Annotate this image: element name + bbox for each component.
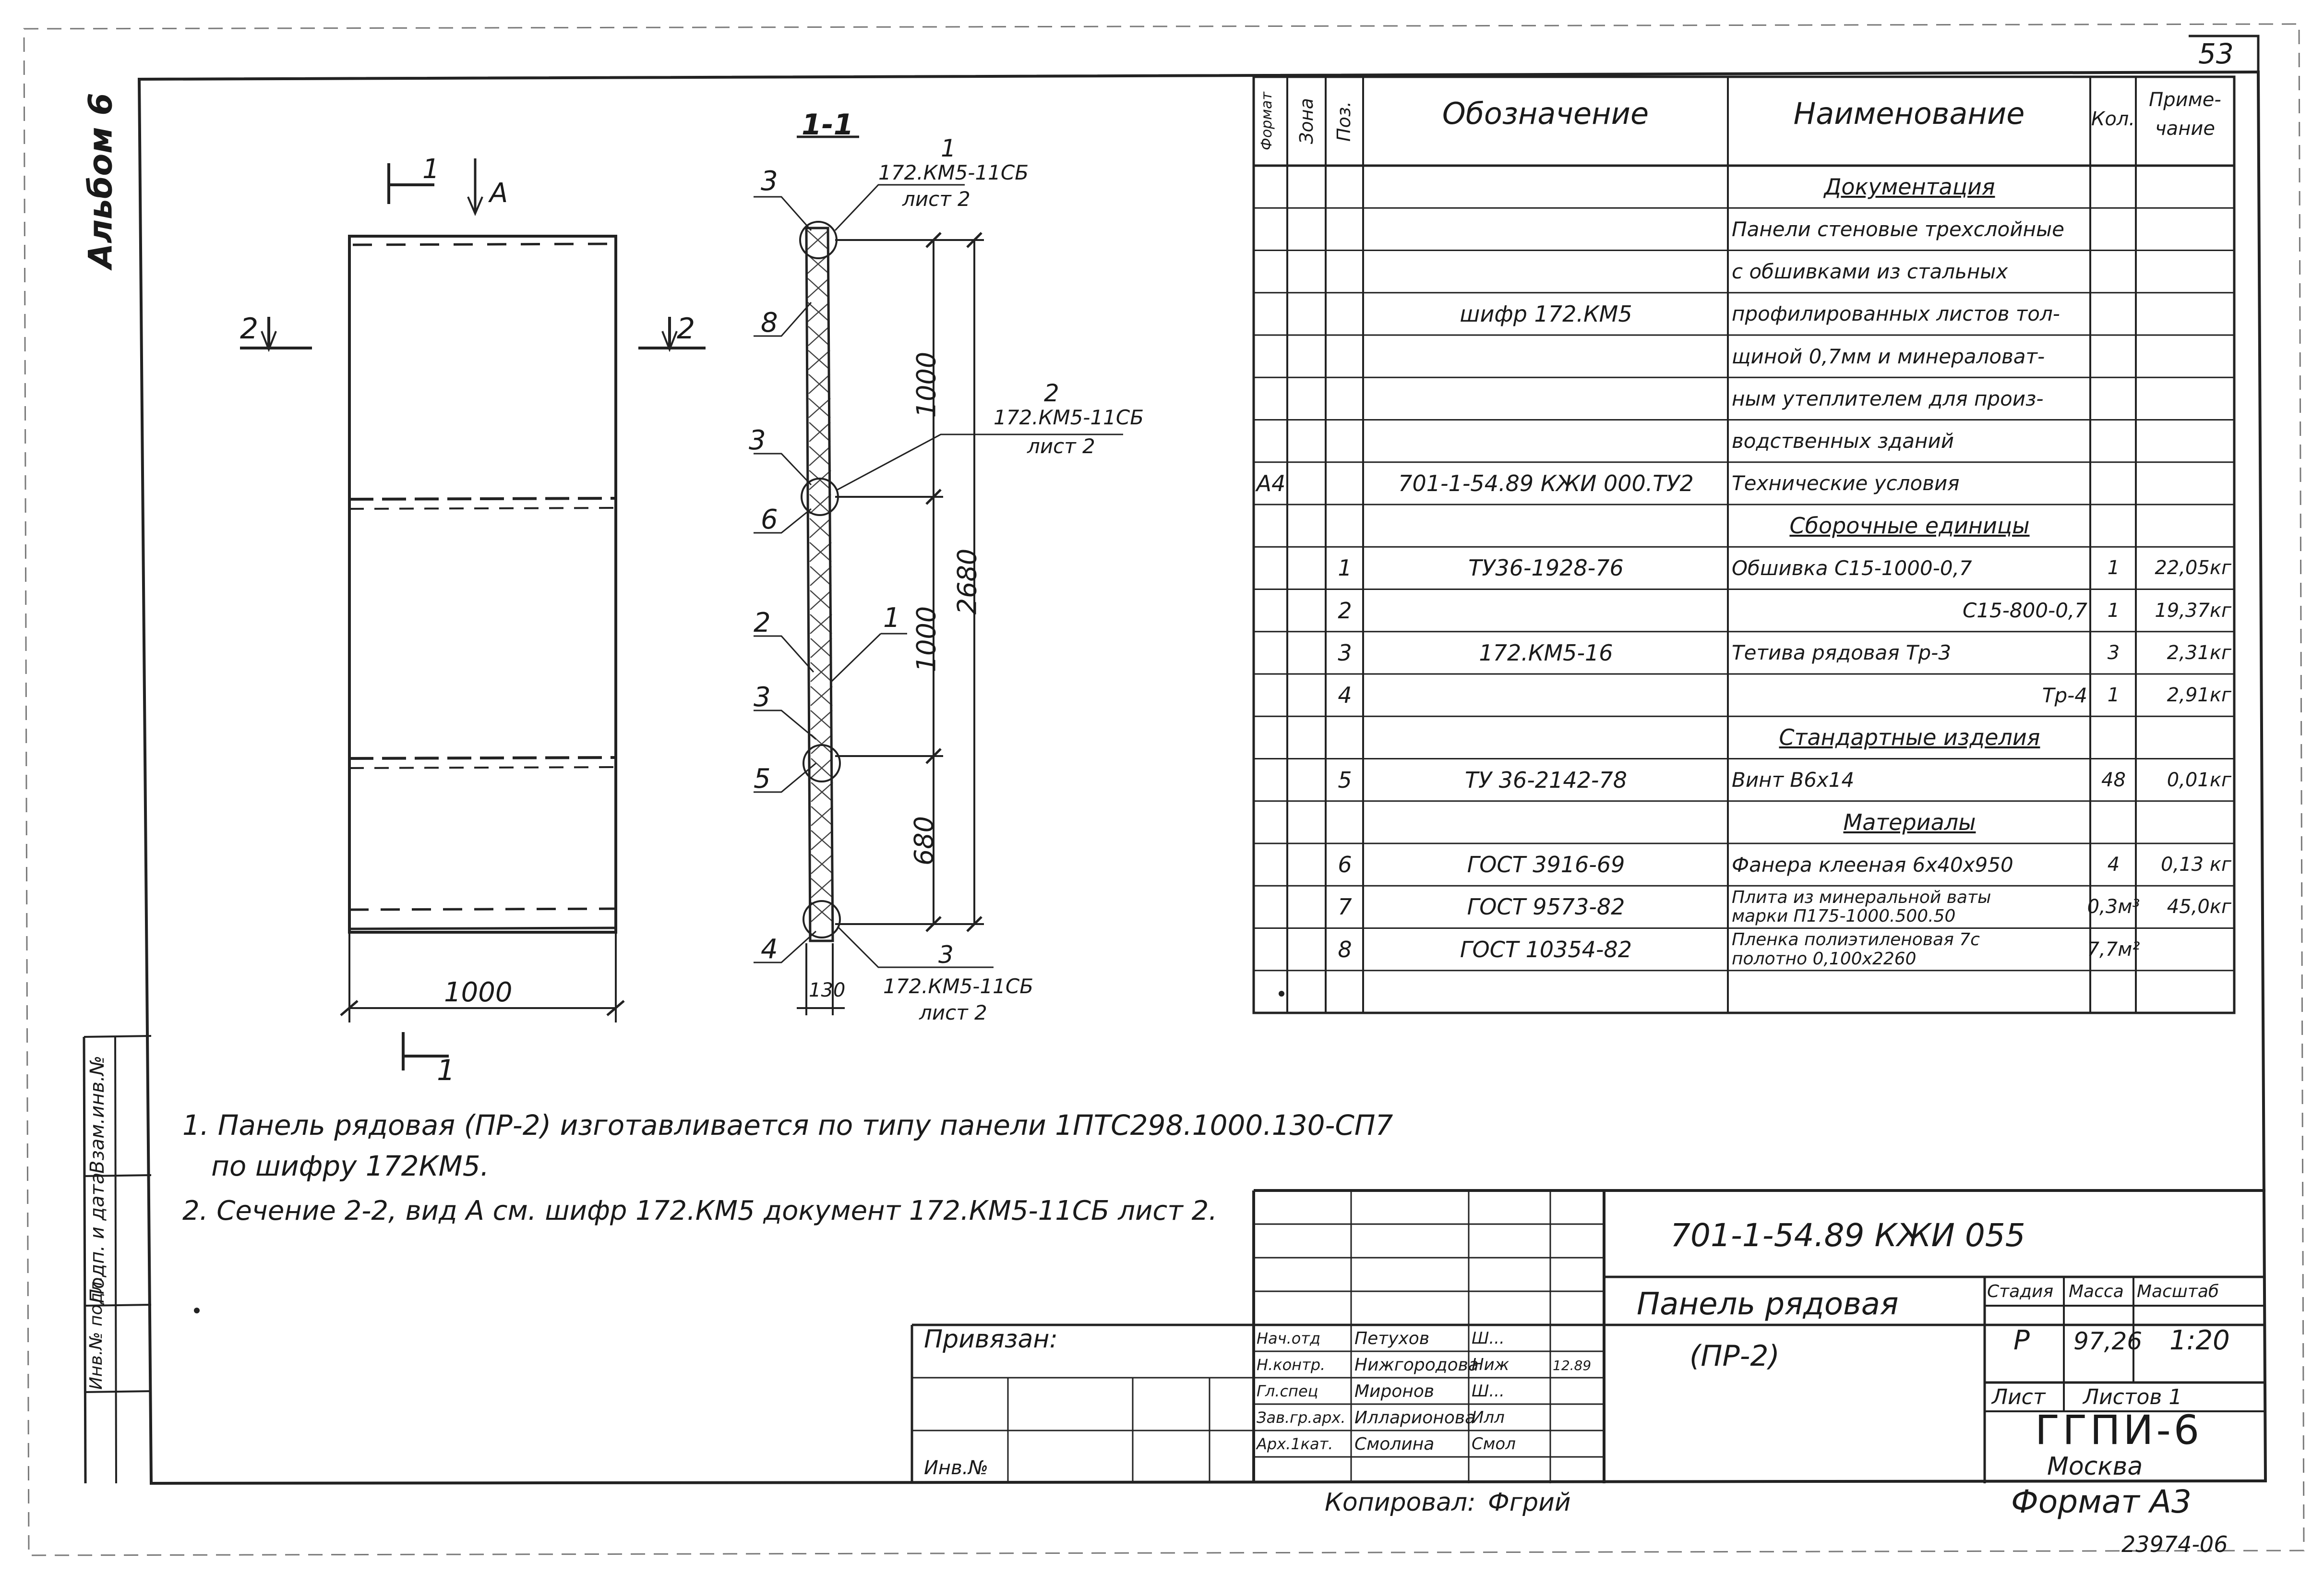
side-stamp-inv-no: Инв.№ подл. [86,1276,106,1390]
section-ref-bot-num: 3 [938,941,954,969]
signer-role: Нач.отд [1257,1329,1321,1347]
spec-cell-note [2140,462,2231,505]
stage-value: Р [2013,1325,2030,1356]
format-label: Формат А3 [2011,1483,2192,1520]
spec-cell-format [1258,293,1284,335]
spec-cell-qty [2094,335,2133,377]
doc-code: 701-1-54.89 КЖИ 055 [1670,1217,2025,1254]
spec-cell-note [2140,166,2231,208]
spec-cell-name [1732,971,2087,1013]
page-number: 53 [2198,37,2234,70]
spec-cell-pos [1330,293,1360,335]
spec-cell-note [2140,801,2231,843]
pos-label-6: 6 [761,504,778,535]
scale-value: 1:20 [2169,1325,2230,1356]
spec-cell-note: 22,05кг [2155,557,2231,579]
spec-cell-qty [2094,505,2133,547]
spec-cell-format [1258,420,1284,462]
spec-header-name: Наименование [1793,96,2025,131]
section-ref-top-sheet: лист 2 [902,187,970,211]
spec-cell-name: Сборочные единицы [1789,513,2030,539]
signer-name: Илларионова [1354,1407,1476,1428]
spec-cell-format [1258,251,1284,293]
spec-cell-format [1258,928,1284,971]
spec-cell-designation: ТУ36-1928-76 [1468,555,1624,581]
spec-cell-name: Технические условия [1732,471,1960,495]
stage-header: Стадия [1987,1282,2054,1301]
spec-cell-note [2140,377,2231,420]
spec-cell-format [1258,632,1284,674]
spec-cell-designation [1367,335,1725,377]
spec-cell-note [2140,971,2231,1013]
spec-cell-designation [1367,716,1725,758]
spec-cell-format [1258,843,1284,886]
spec-cell-designation: 172.КМ5-16 [1479,639,1613,666]
spec-header-note-1: Приме- [2149,89,2221,111]
spec-cell-name: Документация [1824,174,1995,200]
spec-cell-note [2140,293,2231,335]
elevation-view-arrow: А [490,178,508,209]
spec-cell-name: ным утеплителем для произ- [1732,386,2044,410]
signer-sign: Ш... [1472,1329,1505,1348]
section-ref-top-doc: 172.КМ5-11СБ [878,161,1029,184]
spec-cell-note: 45,0кг [2167,896,2231,918]
section-dim-2680: 2680 [952,548,982,615]
section-dim-1000-lower: 1000 [911,606,942,673]
spec-cell-name: с обшивками из стальных [1732,260,2008,284]
spec-cell-note: 0,13 кг [2161,854,2231,876]
spec-cell-designation [1367,377,1725,420]
spec-cell-name: Стандартные изделия [1779,724,2040,751]
spec-cell-name: водственных зданий [1732,429,1954,453]
org-city: Москва [2047,1452,2143,1481]
spec-cell-format [1258,505,1284,547]
pos-label-1: 1 [883,602,900,634]
section-ref-bot-doc: 172.КМ5-11СБ [883,974,1034,998]
spec-cell-format: А4 [1256,470,1286,496]
spec-cell-name-line2: полотно 0,100х2260 [1732,949,1917,969]
section-dim-680: 680 [909,816,939,866]
section-title: 1-1 [802,108,854,142]
spec-header-designation: Обозначение [1442,96,1649,131]
scale-header: Масштаб [2137,1282,2219,1301]
section-ref-bot-sheet: лист 2 [919,1001,987,1024]
spec-cell-designation: 701-1-54.89 КЖИ 000.ТУ2 [1398,470,1694,496]
spec-cell-name [1732,886,2087,928]
spec-cell-name: профилированных листов тол- [1732,302,2060,326]
spec-cell-qty: 1 [2107,557,2120,579]
elevation-section-mark-1: 1 [422,154,440,185]
spec-cell-note: 0,01кг [2167,769,2231,791]
spec-cell-pos: 5 [1338,767,1352,793]
signer-role: Зав.гр.арх. [1257,1408,1346,1427]
spec-cell-pos: 4 [1338,682,1352,709]
album-label: Альбом 6 [82,93,120,269]
spec-header-qty: Кол. [2091,108,2135,130]
pos-label-4: 4 [761,934,778,965]
spec-cell-note [2140,208,2231,250]
linked-label: Привязан: [924,1325,1058,1354]
spec-cell-pos [1330,251,1360,293]
spec-cell-qty [2094,293,2133,335]
spec-cell-qty [2094,971,2133,1013]
sheet-label: Лист [1992,1385,2046,1409]
signer-name: Миронов [1354,1381,1435,1401]
spec-cell-pos: 3 [1338,639,1352,666]
elevation-bottom-section-mark: 1 [437,1054,455,1087]
title-line-1: Панель рядовая [1637,1286,1899,1322]
pos-label-2: 2 [754,607,771,638]
spec-cell-designation [1367,208,1725,250]
spec-cell-pos: 7 [1338,894,1352,920]
section-dim-1000-upper: 1000 [911,351,942,418]
spec-cell-designation: шифр 172.КМ5 [1460,301,1632,327]
sheets-label: Листов 1 [2083,1385,2182,1409]
spec-cell-note [2140,251,2231,293]
signer-date: 12.89 [1553,1358,1592,1373]
spec-cell-pos [1330,335,1360,377]
spec-cell-format [1258,716,1284,758]
spec-cell-designation [1367,589,1725,632]
spec-cell-pos: 1 [1338,555,1352,581]
pos-label-5: 5 [754,763,771,794]
note-2: 2. Сечение 2-2, вид А см. шифр 172.КМ5 документ 172.КМ5-11СБ лист 2. [182,1195,1218,1226]
spec-cell-qty: 7,7м² [2087,938,2140,961]
spec-cell-format [1258,589,1284,632]
spec-header-note-2: чание [2155,118,2215,140]
spec-cell-designation [1367,420,1725,462]
org-name: ГГПИ-6 [2035,1407,2203,1454]
spec-cell-pos [1330,462,1360,505]
spec-header-format: Формат [1258,92,1275,151]
spec-cell-format [1258,335,1284,377]
inv-label: Инв.№ [924,1457,988,1479]
spec-cell-format [1258,674,1284,716]
signer-role: Н.контр. [1257,1356,1326,1374]
mass-value: 97,26 [2073,1327,2143,1355]
spec-cell-qty: 4 [2107,854,2120,876]
spec-cell-note: 19,37кг [2155,599,2231,622]
spec-cell-pos [1330,716,1360,758]
signer-sign: Смол [1472,1434,1516,1454]
signer-name: Смолина [1354,1434,1435,1454]
spec-cell-name [1732,928,2087,971]
section-ref-top-num: 1 [941,134,956,162]
spec-cell-qty: 48 [2101,769,2126,791]
note-1-cont: по шифру 172КМ5. [211,1150,490,1182]
section-ref-mid-num: 2 [1044,379,1059,407]
copied-by-label: Копировал: [1325,1488,1476,1517]
spec-cell-qty [2094,462,2133,505]
spec-cell-pos [1330,377,1360,420]
spec-cell-designation [1367,971,1725,1013]
side-stamp-sign-date: Подп. и дата [86,1172,108,1303]
signer-sign: Ш... [1472,1382,1505,1401]
spec-cell-name: Фанера клееная 6х40х950 [1732,853,2013,877]
section-ref-mid-doc: 172.КМ5-11СБ [994,406,1144,429]
elevation-section-mark-2-right: 2 [677,312,695,346]
spec-cell-pos: 6 [1338,852,1352,878]
signer-sign: Ниж [1472,1355,1509,1374]
spec-cell-note: 2,31кг [2167,641,2231,664]
title-line-2: (ПР-2) [1689,1339,1780,1373]
signer-name: Нижгородова [1354,1355,1479,1375]
spec-cell-qty [2094,420,2133,462]
pos-label-8: 8 [761,307,778,338]
signer-name: Петухов [1354,1328,1430,1348]
spec-cell-qty [2094,801,2133,843]
spec-cell-format [1258,971,1284,1013]
spec-cell-format [1258,166,1284,208]
copied-by-signature: Фгрий [1488,1488,1571,1517]
spec-cell-format [1258,759,1284,801]
spec-header-zone: Зона [1296,98,1317,144]
pos-label-3-top: 3 [761,166,778,197]
spec-cell-pos [1330,971,1360,1013]
signer-role: Гл.спец [1257,1382,1318,1400]
spec-cell-qty [2094,166,2133,208]
spec-cell-designation [1367,251,1725,293]
spec-cell-name: Тетива рядовая Тр-3 [1732,641,1952,665]
spec-cell-designation: ГОСТ 9573-82 [1467,894,1625,920]
spec-cell-format [1258,547,1284,589]
spec-cell-name: Обшивка С15-1000-0,7 [1732,556,1972,580]
spec-cell-name: С15-800-0,7 [1962,599,2087,623]
spec-cell-designation [1367,674,1725,716]
spec-cell-qty: 3 [2107,641,2120,664]
spec-cell-name-line1: Пленка полиэтиленовая 7с [1732,930,1980,950]
section-dim-130: 130 [809,979,846,1001]
spec-cell-qty [2094,208,2133,250]
spec-cell-qty [2094,251,2133,293]
spec-cell-pos [1330,208,1360,250]
spec-cell-pos [1330,801,1360,843]
spec-cell-name: Винт В6х14 [1732,768,1855,792]
elevation-section-mark-2-left: 2 [240,312,259,346]
spec-cell-name: Материалы [1843,809,1976,835]
section-ref-mid-sheet: лист 2 [1027,434,1095,458]
spec-cell-format [1258,801,1284,843]
spec-cell-name: щиной 0,7мм и минераловат- [1732,344,2045,368]
spec-cell-format [1258,377,1284,420]
spec-cell-note [2140,335,2231,377]
spec-cell-name-line1: Плита из минеральной ваты [1732,887,1991,907]
spec-cell-name-line2: марки П175-1000.500.50 [1732,906,1956,926]
pos-label-3-mid: 3 [749,425,766,456]
spec-cell-note: 2,91кг [2167,684,2231,707]
spec-header-pos: Поз. [1333,101,1354,142]
spec-cell-pos [1330,420,1360,462]
side-stamp-replacement: Взам.инв.№ [86,1055,108,1174]
spec-cell-name: Панели стеновые трехслойные [1732,217,2064,241]
spec-cell-designation [1367,166,1725,208]
spec-cell-note [2140,505,2231,547]
spec-cell-pos [1330,505,1360,547]
spec-cell-qty [2094,377,2133,420]
spec-cell-note [2140,928,2231,971]
copy-number: 23974-06 [2121,1531,2228,1557]
spec-cell-note [2140,716,2231,758]
spec-cell-pos: 8 [1338,936,1352,962]
mass-header: Масса [2069,1282,2124,1301]
spec-cell-qty: 1 [2107,684,2120,707]
spec-cell-designation [1367,801,1725,843]
spec-cell-pos: 2 [1338,597,1352,624]
spec-cell-designation: ГОСТ 3916-69 [1467,852,1625,878]
pos-label-3-low: 3 [754,682,771,713]
spec-cell-qty: 1 [2107,599,2120,622]
spec-cell-designation [1367,505,1725,547]
spec-cell-qty [2094,716,2133,758]
spec-cell-name: Тр-4 [2042,683,2087,707]
spec-cell-note [2140,420,2231,462]
signer-sign: Илл [1472,1408,1505,1427]
spec-cell-qty: 0,3м³ [2087,896,2140,918]
spec-cell-pos [1330,166,1360,208]
signer-role: Арх.1кат. [1257,1435,1333,1453]
spec-cell-format [1258,886,1284,928]
spec-cell-format [1258,208,1284,250]
spec-cell-designation: ТУ 36-2142-78 [1464,767,1628,793]
spec-cell-designation: ГОСТ 10354-82 [1460,936,1632,962]
elevation-width-dimension: 1000 [444,977,513,1008]
note-1: 1. Панель рядовая (ПР-2) изготавливается по типу панели 1ПТС298.1000.130-СП7 [182,1109,1393,1142]
